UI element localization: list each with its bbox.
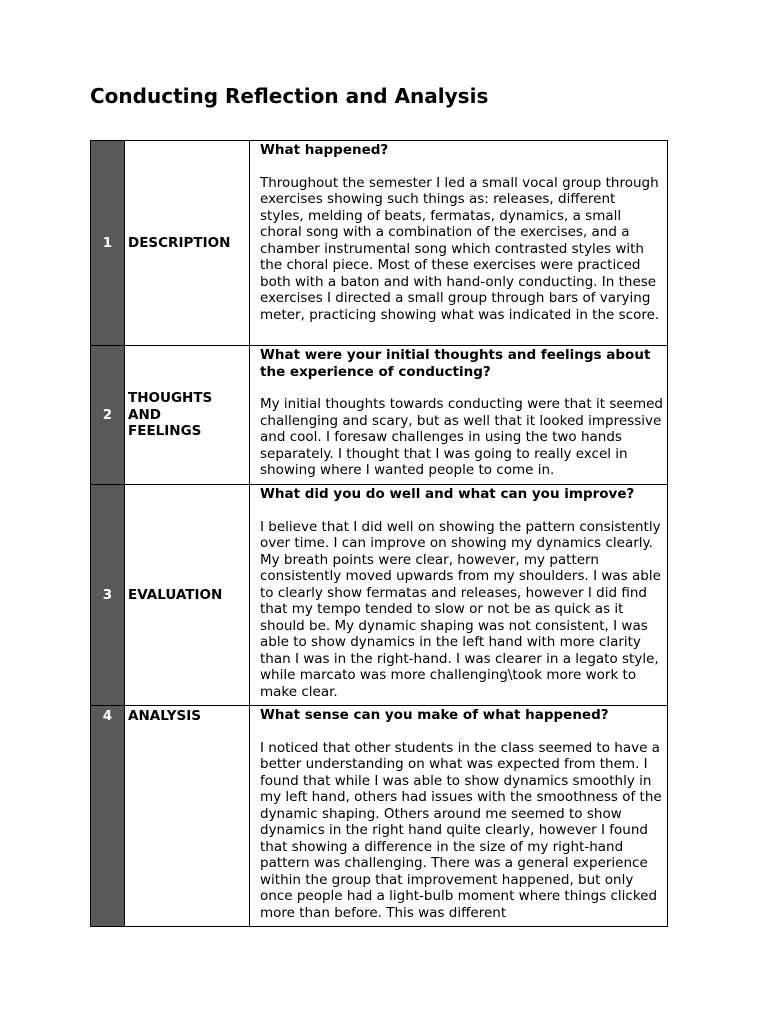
response-text: I believe that I did well on showing the pattern consistently over time. I can improve on showing my dynamics clearly. My breath points were clear, however, my pattern consistently moved upwards from my shoulders. I was able to clearly show fermatas and releases, however I did find that my tempo tended to slow or not be as quick as it should be. My dynamic shaping was not consistent, I was able to show dynamics in the left hand with more clarity than I was in the right-hand. I was clearer in a legato style, while marcato was more challenging\took more work to make clear. <box>260 518 661 700</box>
content-cell <box>250 485 668 706</box>
section-label <box>125 141 250 346</box>
prompt-question: What sense can you make of what happened? <box>260 707 609 723</box>
response-text: I noticed that other students in the class seemed to have a better understanding on what was expected from them. I found that while I was able to show dynamics smoothly in my left hand, others had issues with the smoothness of the dynamic shaping. Others around me seemed to show dynamics in the right hand quite clearly, however I found that showing a difference in the size of my right-hand pattern was challenging. There was a general experience within the group that improvement happened, but only once people had a light-bulb moment where things clicked more than before. This was different <box>260 739 662 921</box>
section-label <box>125 706 250 927</box>
content-cell <box>250 141 668 346</box>
content-cell <box>250 706 668 927</box>
prompt-question: What were your initial thoughts and feelings about the experience of conducting? <box>260 347 651 380</box>
table-row <box>91 485 668 706</box>
section-label-text: EVALUATION <box>128 586 223 603</box>
response-text: My initial thoughts towards conducting were that it seemed challenging and scary, but as well that it looked impressive and cool. I foresaw challenges in using the two hands separately. I thought that I was going to really excel in showing where I wanted people to come in. <box>260 396 663 478</box>
reflection-table <box>90 140 668 927</box>
section-label <box>125 485 250 706</box>
prompt-question: What did you do well and what can you improve? <box>260 486 635 502</box>
content-cell <box>250 346 668 485</box>
prompt-question: What happened? <box>260 142 389 158</box>
section-label-text: THOUGHTS AND FEELINGS <box>128 390 213 440</box>
table-row <box>91 706 668 927</box>
section-label-text: DESCRIPTION <box>128 234 231 251</box>
section-label <box>125 346 250 485</box>
row-number: 1 <box>91 141 125 346</box>
table-row <box>91 346 668 485</box>
response-text: Throughout the semester I led a small vocal group through exercises showing such things as: releases, different styles, melding of beats, fermatas, dynamics, a small choral song with a combination of the exercises, and a chamber instrumental song which contrasted styles with the choral piece. Most of these exercises were practiced both with a baton and with hand-only conducting. In these exercises I directed a small group through bars of varying meter, practicing showing what was indicated in the score. <box>260 174 660 323</box>
table-row <box>91 141 668 346</box>
row-number: 3 <box>91 485 125 706</box>
row-number: 4 <box>91 706 125 927</box>
section-label-text: ANALYSIS <box>128 708 201 724</box>
row-number: 2 <box>91 346 125 485</box>
content-clip <box>260 707 663 922</box>
page-title: Conducting Reflection and Analysis <box>90 84 489 108</box>
